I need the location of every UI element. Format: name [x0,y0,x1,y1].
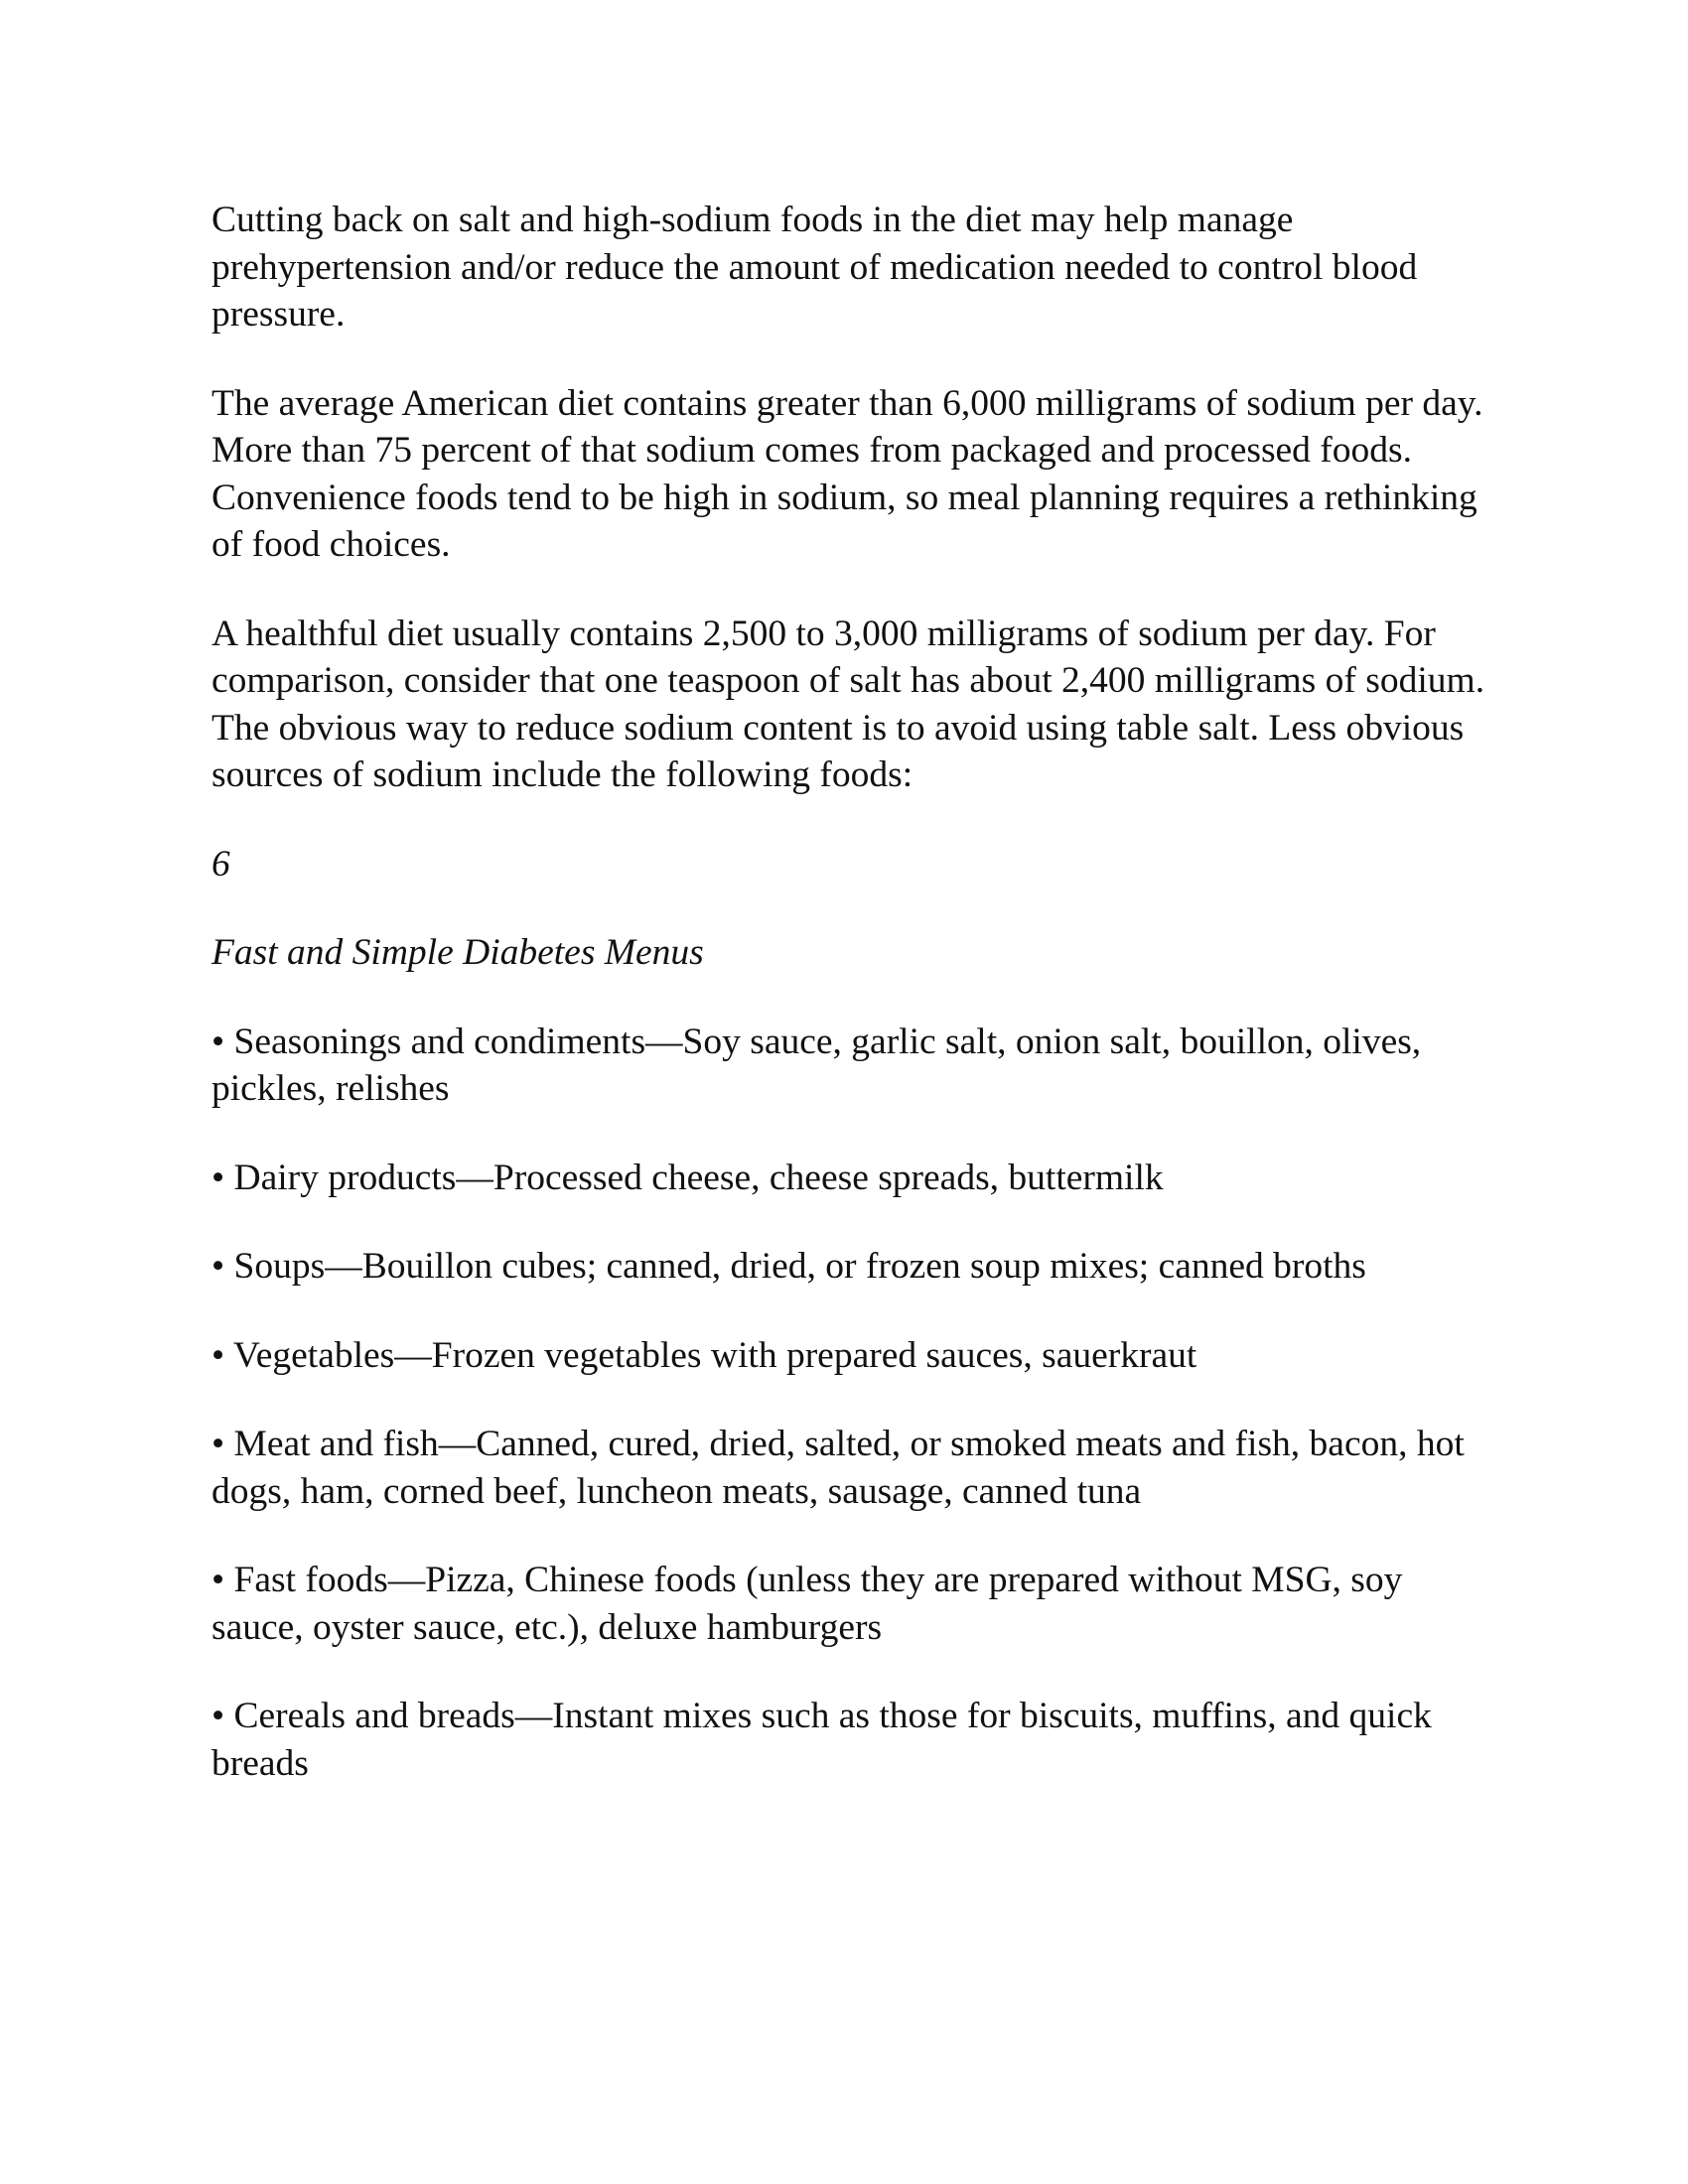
list-item: • Dairy products—Processed cheese, cheese spreads, buttermilk [211,1157,1164,1198]
list-item: • Seasonings and condiments—Soy sauce, garlic salt, onion salt, bouillon, olives, pickles, relishes [211,1021,1422,1109]
list-item: • Meat and fish—Canned, cured, dried, salted, or smoked meats and fish, bacon, hot dogs, ham, corned beef, luncheon meats, sausage, canned tuna [211,1424,1465,1512]
list-item: • Cereals and breads—Instant mixes such as those for biscuits, muffins, and quick breads [211,1696,1432,1784]
page-content [211,197,1502,1829]
paragraph-sodium-intro: Cutting back on salt and high-sodium foods in the diet may help manage prehypertension and/or reduce the amount of medication needed to control blood pressure. [211,200,1418,335]
running-title: Fast and Simple Diabetes Menus [211,932,704,973]
list-item: • Fast foods—Pizza, Chinese foods (unless they are prepared without MSG, soy sauce, oyster sauce, etc.), deluxe hamburgers [211,1560,1403,1648]
page-number: 6 [211,843,230,885]
list-item: • Vegetables—Frozen vegetables with prepared sauces, sauerkraut [211,1334,1197,1376]
paragraph-healthful-diet: A healthful diet usually contains 2,500 to 3,000 milligrams of sodium per day. For comparison, consider that one teaspoon of salt has about 2,400 milligrams of sodium. The obvious way to reduce sodium content is to avoid using table salt. Less obvious sources of sodium include the following foods: [211,613,1485,795]
paragraph-average-diet: The average American diet contains greater than 6,000 milligrams of sodium per day. More than 75 percent of that sodium comes from packaged and processed foods. Convenience foods tend to be high in sodium, so meal planning requires a rethinking of food choices. [211,382,1483,565]
list-item: • Soups—Bouillon cubes; canned, dried, or frozen soup mixes; canned broths [211,1246,1366,1287]
